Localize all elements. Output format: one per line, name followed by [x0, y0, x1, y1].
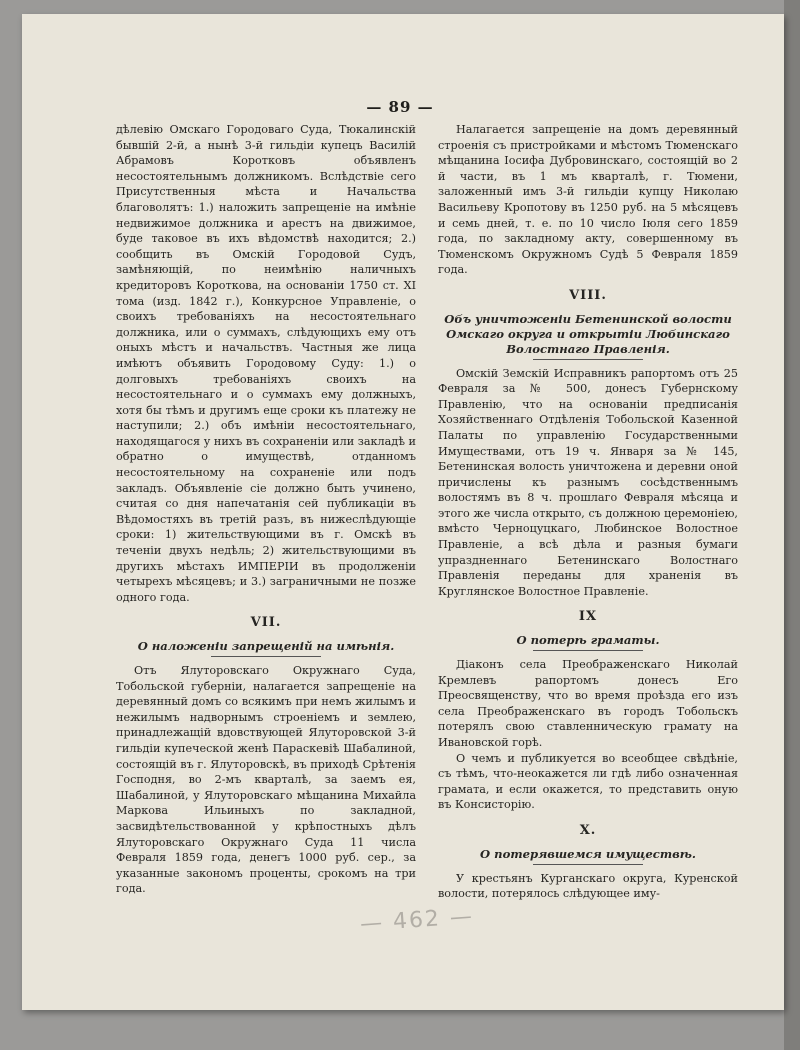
section-8-title: Объ уничтоженіи Бетенинской волости Омскаго округа и открытіи Любинскаго Волостнаго Правленія.: [444, 311, 732, 356]
section-8-divider: [533, 359, 643, 360]
section-7-text: Отъ Ялуторовскаго Окружнаго Суда, Тобольской губерніи, налагается запрещеніе на деревянный домъ со всякимъ при немъ жилымъ и нежилымъ надворнымъ строеніемъ и землею, принадлежащій вдовствующей Ялуторовской 3-й гильдіи купеческой женѣ Параскевіѣ Шабалиной, состоящій въ г. Ялуторовскѣ, въ приходѣ Срѣтенія Господня, во 2-мъ кварталѣ, за заемъ ея, Шабалиной, у Ялуторовскаго мѣщанина Михайла Маркова Ильиныхъ по закладной, засвидѣтельствованной у крѣпостныхъ дѣлъ Ялуторовскаго Окружнаго Суда 11 числа Февраля 1859 года, денегъ 1000 руб. сер., за указанные закономъ проценты, срокомъ на три года.: [116, 664, 416, 896]
page-number: — 89 —: [366, 98, 434, 116]
section-8-text: Омскій Земскій Исправникъ рапортомъ отъ 25 Февраля за № 500, донесъ Губернскому Правленію, что на основаніи предписанія Хозяйственнаго Отдѣленія Тобольской Казенной Палаты по управленію Государственными Имуществами, отъ 19 ч. Января за № 145, Бетенинская волость уничтожена и деревни оной причислены къ разнымъ сосѣдственнымъ волостямъ въ 8 ч. прошлаго Февраля мѣсяца и этого же числа открыто, съ должною церемоніею, вмѣсто Черноцуцкаго, Любинское Волостное Правленіе, а всѣ дѣла и разныя бумаги упраздненнаго Бетенинскаго Волостнаго Правленія переданы для храненія въ Круглянское Волостное Правленіе.: [438, 366, 738, 598]
section-9-text-2: О чемъ и публикуется во всеобщее свѣдѣніе, съ тѣмъ, что-неокажется ли гдѣ либо означенная грамата, и если окажется, то представить оную въ Консисторію.: [438, 751, 738, 812]
right-paragraph-1: Налагается запрещеніе на домъ деревянный строенія съ пристройками и мѣстомъ Тюменскаго мѣщанина Іосифа Дубровинскаго, состоящій во 2 й части, въ 1 мъ кварталѣ, г. Тюмени, заложенный имъ 3-й гильдіи купцу Николаю Васильеву Кропотову въ 1250 руб. на 5 мѣсяцевъ и семь дней, т. е. по 10 число Іюля сего 1859 года, по закладному акту, совершенному въ Тюменскомъ Окружномъ Судѣ 5 Февраля 1859 года.: [438, 123, 738, 277]
scanner-edge: [784, 0, 800, 1050]
pencil-annotation: — 462 —: [359, 904, 475, 937]
section-8-number: VIII.: [569, 287, 607, 303]
section-7-title: О наложеніи запрещеній на имѣнія.: [137, 639, 395, 653]
section-7-divider: [211, 656, 321, 657]
section-9-divider: [533, 650, 643, 651]
section-7-number: VII.: [250, 615, 282, 631]
section-10-divider: [533, 864, 643, 865]
section-10-number: X.: [579, 822, 597, 838]
right-column: [438, 122, 738, 902]
section-10-title: О потерявшемся имуществѣ.: [480, 846, 696, 861]
section-9-text-1: Діаконъ села Преображенскаго Николай Кремлевъ рапортомъ донесъ Его Преосвященству, что во время проѣзда его изъ села Преображенскаго въ городъ Тобольскъ потерялъ свою ставленническую грамату на Ивановской горѣ.: [438, 658, 738, 749]
section-10-text: У крестьянъ Курганскаго округа, Куренской волости, потерялось слѣдующее иму-: [438, 871, 738, 901]
left-column: [116, 122, 416, 897]
section-9-number: IX: [578, 609, 598, 625]
left-paragraph-1: дѣлевію Омскаго Городоваго Суда, Тюкалинскій бывшій 2-й, а нынѣ 3-й гильдіи купецъ Василій Абрамовъ Коротковъ объявленъ несостоятельнымъ должникомъ. Вслѣдствіе сего Присутственныя мѣста и Начальства благоволятъ: 1.) наложить запрещеніе на имѣніе недвижимое должника и арестъ на движимое, буде таковое въ ихъ вѣдомствѣ находится; 2.) сообщить въ Омскій Городовой Судъ, замѣняющій, по неимѣнію наличныхъ кредиторовъ Короткова, на основаніи 1750 ст. XI тома (изд. 1842 г.), Конкурсное Управленіе, о своихъ требованіяхъ на несостоятельнаго должника, или о суммахъ, слѣдующихъ ему отъ оныхъ мѣстъ и начальствъ. Частныя же лица имѣютъ объявить Городовому Суду: 1.) о долговыхъ требованіяхъ своихъ на несостоятельнаго и о суммахъ ему должныхъ, хотя бы тѣмъ и другимъ еще сроки къ платежу не наступили; 2.) объ имѣніи несостоятельнаго, находящагося у нихъ въ сохраненіи или закладѣ и обратно о имуществѣ, отданномъ несостоятельному на сохраненіе или подъ закладъ. Объявленіе сіе должно быть учинено, считая со дня напечатанія сей публикаціи въ Вѣдомостяхъ въ третій разъ, въ нижеслѣдующіе сроки: 1) жительствующими въ г. Омскѣ въ теченіи двухъ недѣль; 2) жительствующими въ другихъ мѣстахъ ИМПЕРІИ въ продолженіи четырехъ мѣсяцевъ; и 3.) заграничными не позже одного года.: [116, 123, 416, 604]
section-9-title: О потерѣ граматы.: [516, 633, 660, 648]
